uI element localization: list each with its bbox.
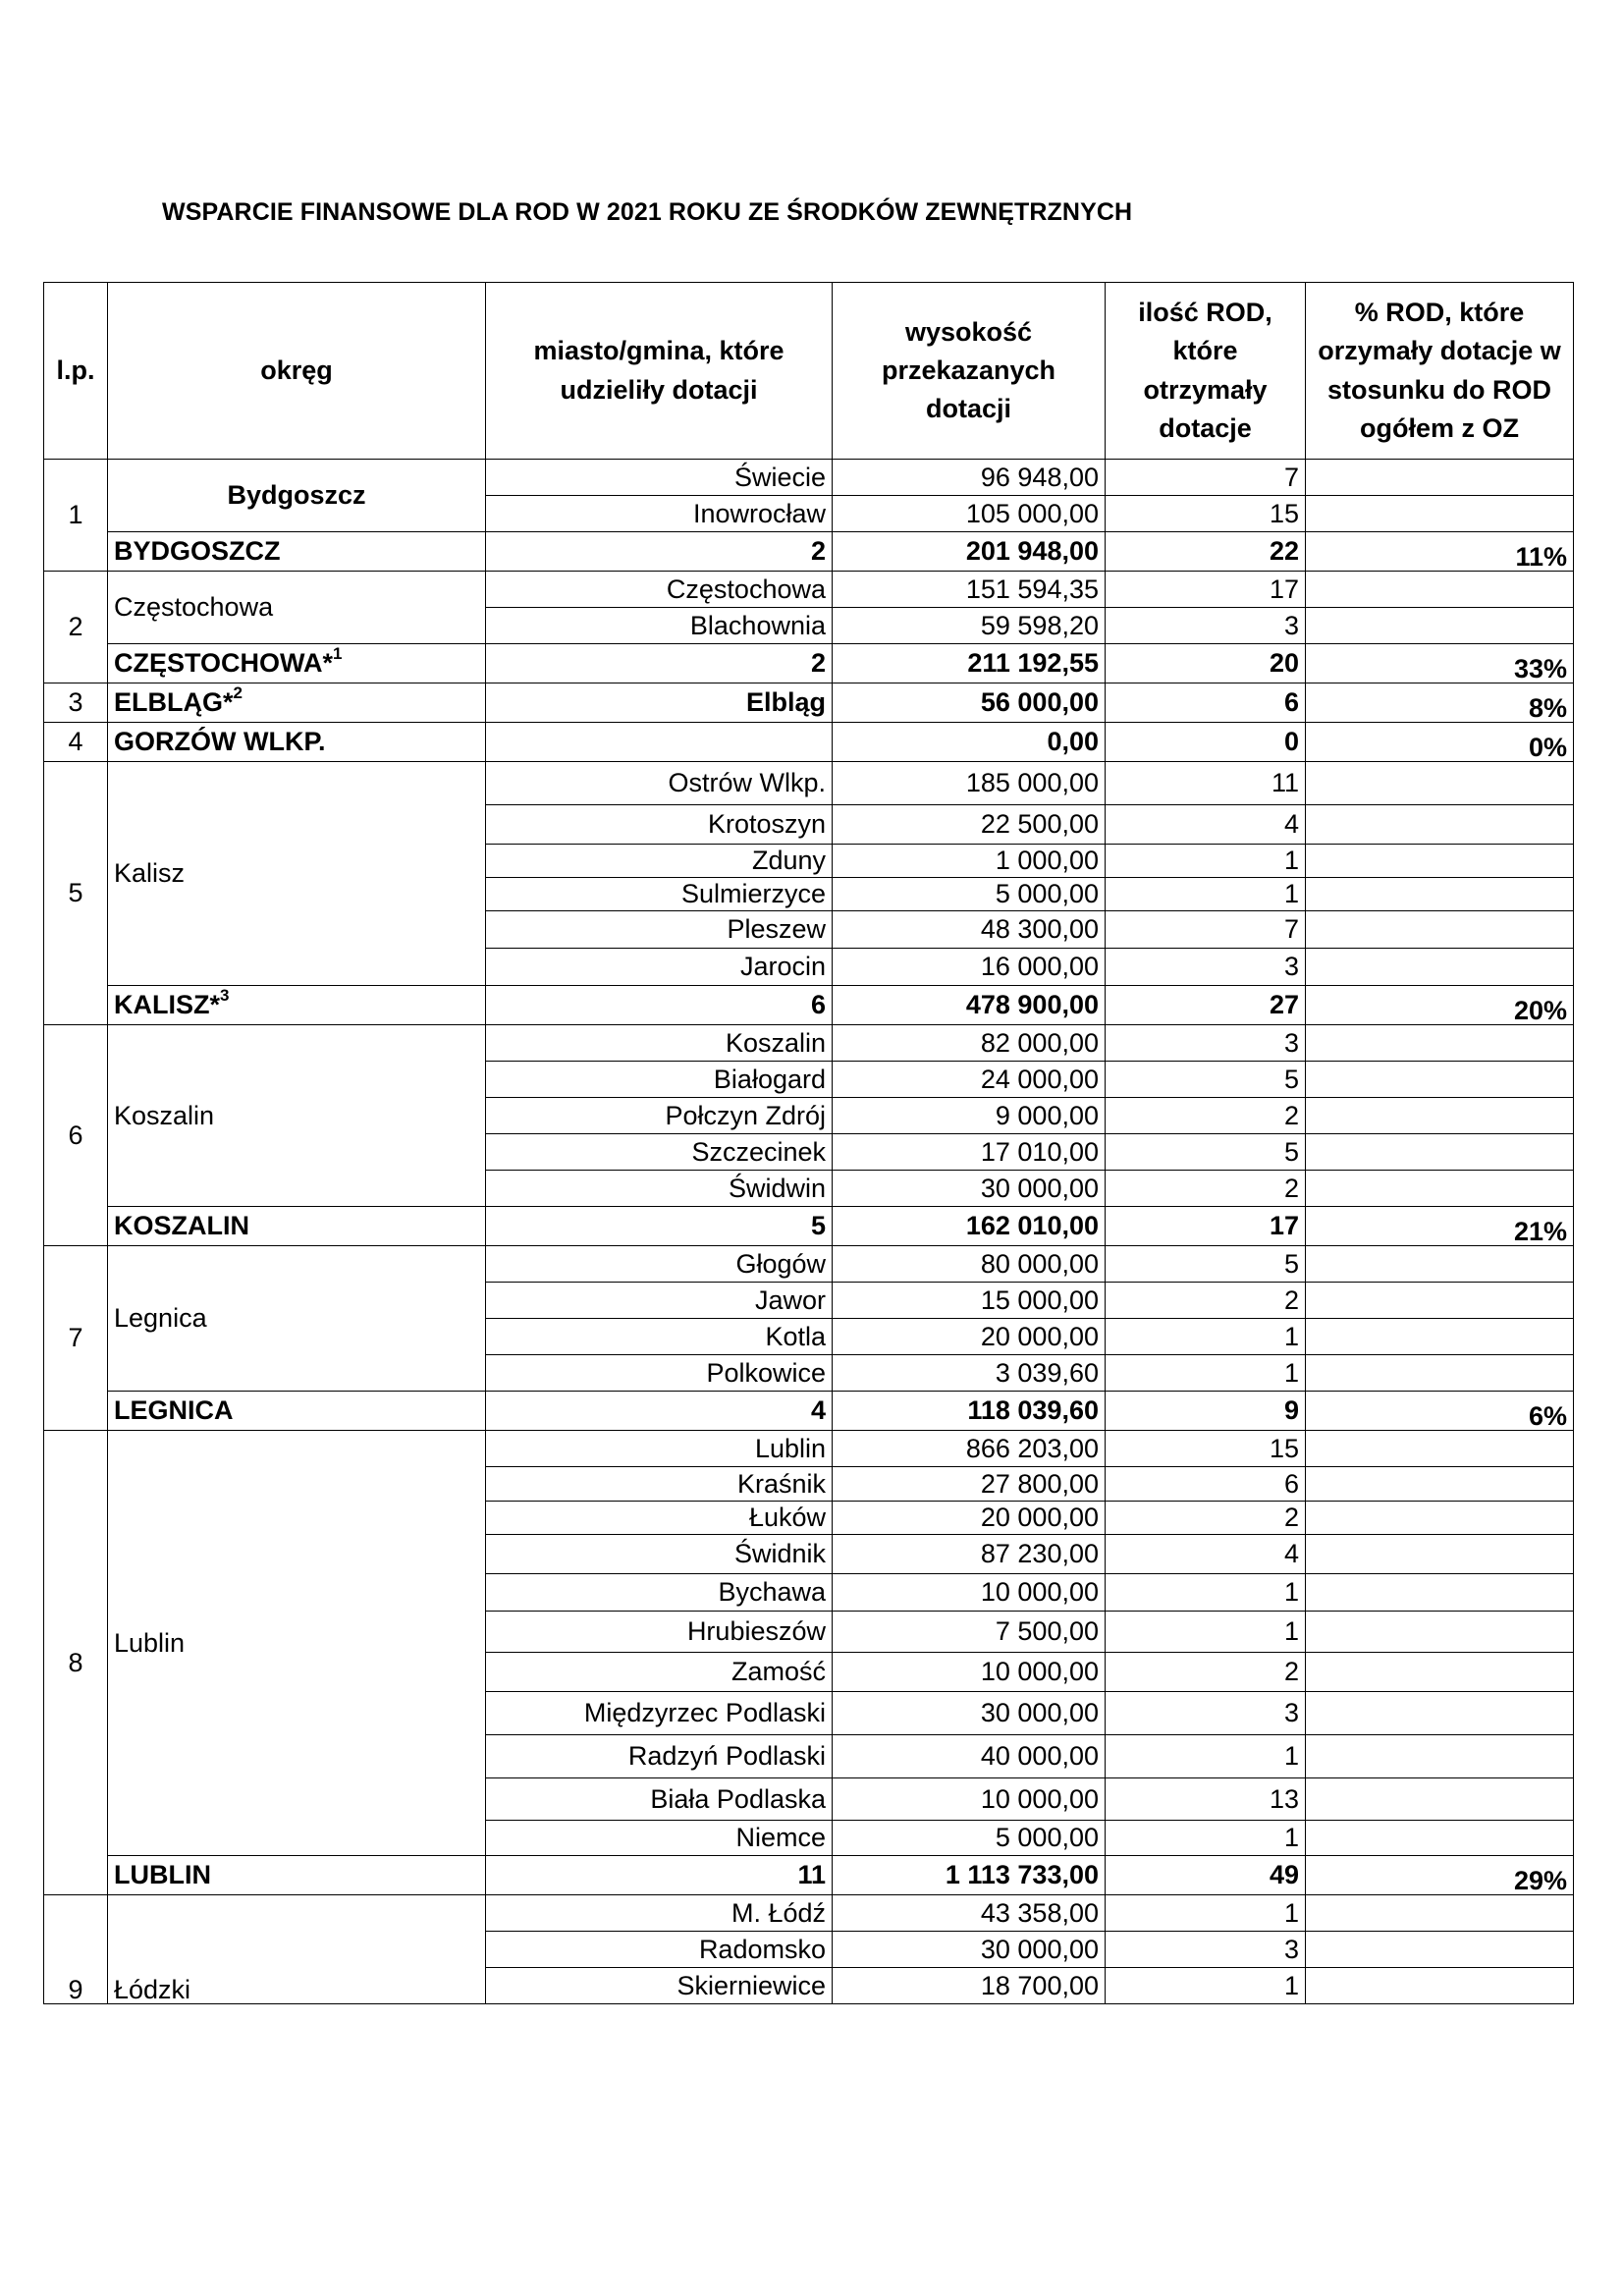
row-lp: 4 <box>44 723 108 762</box>
rod-count-cell: 3 <box>1106 1932 1306 1968</box>
rod-count-cell: 3 <box>1106 1692 1306 1735</box>
amount-cell: 24 000,00 <box>833 1062 1106 1098</box>
city-cell: M. Łódź <box>486 1895 833 1932</box>
table-row <box>44 683 1574 723</box>
city-cell: Niemce <box>486 1821 833 1856</box>
okreg-total-label: KOSZALIN <box>114 1211 249 1241</box>
okreg-total-label: ELBLĄG* <box>114 687 234 718</box>
rod-count-cell: 1 <box>1106 1319 1306 1355</box>
percent-cell: 8% <box>1306 683 1574 723</box>
percent-cell <box>1306 1735 1574 1778</box>
percent-cell <box>1306 1778 1574 1821</box>
amount-cell: 20 000,00 <box>833 1319 1106 1355</box>
okreg-name: Kalisz <box>108 762 486 986</box>
row-lp: 8 <box>44 1431 108 1895</box>
percent-cell <box>1306 1431 1574 1467</box>
header-procent: % ROD, które orzymały dotacje w stosunku do ROD ogółem z OZ <box>1306 283 1574 460</box>
percent-cell: 20% <box>1306 986 1574 1025</box>
amount-cell: 16 000,00 <box>833 949 1106 986</box>
table-row-total <box>44 1856 1574 1895</box>
okreg-total-name <box>108 532 486 572</box>
percent-cell <box>1306 1467 1574 1502</box>
rod-count-cell: 2 <box>1106 1098 1306 1134</box>
rod-count-cell: 7 <box>1106 911 1306 949</box>
percent-cell <box>1306 496 1574 532</box>
rod-count-cell: 1 <box>1106 1355 1306 1392</box>
amount-cell: 59 598,20 <box>833 608 1106 644</box>
rod-total-cell: 27 <box>1106 986 1306 1025</box>
table-row-total <box>44 1392 1574 1431</box>
rod-count-cell: 3 <box>1106 949 1306 986</box>
okreg-name: Koszalin <box>108 1025 486 1207</box>
table-row <box>44 723 1574 762</box>
header-miasto: miasto/gmina, które udzieliły dotacji <box>486 283 833 460</box>
city-count-cell: 5 <box>486 1207 833 1246</box>
amount-cell: 87 230,00 <box>833 1535 1106 1574</box>
city-count-cell: 6 <box>486 986 833 1025</box>
amount-cell: 10 000,00 <box>833 1653 1106 1692</box>
percent-cell: 33% <box>1306 644 1574 683</box>
rod-count-cell: 1 <box>1106 845 1306 878</box>
percent-cell <box>1306 1355 1574 1392</box>
okreg-total-name <box>108 986 486 1025</box>
percent-cell: 21% <box>1306 1207 1574 1246</box>
rod-count-cell: 1 <box>1106 1821 1306 1856</box>
amount-cell: 17 010,00 <box>833 1134 1106 1171</box>
city-count-cell: 2 <box>486 644 833 683</box>
header-lp: l.p. <box>44 283 108 460</box>
amount-cell: 5 000,00 <box>833 1821 1106 1856</box>
percent-cell <box>1306 608 1574 644</box>
percent-cell <box>1306 762 1574 805</box>
okreg-name: Legnica <box>108 1246 486 1392</box>
city-cell: Inowrocław <box>486 496 833 532</box>
percent-cell <box>1306 1098 1574 1134</box>
city-cell: Świecie <box>486 460 833 496</box>
city-cell: Świdwin <box>486 1171 833 1207</box>
okreg-total-label: LUBLIN <box>114 1860 211 1890</box>
rod-count-cell: 2 <box>1106 1171 1306 1207</box>
city-cell: Częstochowa <box>486 572 833 608</box>
city-cell: Biała Podlaska <box>486 1778 833 1821</box>
amount-cell: 82 000,00 <box>833 1025 1106 1062</box>
city-cell: Lublin <box>486 1431 833 1467</box>
percent-cell <box>1306 911 1574 949</box>
amount-cell: 185 000,00 <box>833 762 1106 805</box>
amount-cell: 43 358,00 <box>833 1895 1106 1932</box>
rod-count-cell: 5 <box>1106 1246 1306 1283</box>
percent-cell: 29% <box>1306 1856 1574 1895</box>
okreg-total-name <box>108 1856 486 1895</box>
rod-count-cell: 1 <box>1106 1895 1306 1932</box>
amount-cell: 3 039,60 <box>833 1355 1106 1392</box>
footnote-marker: 1 <box>333 644 343 664</box>
rod-count-cell: 7 <box>1106 460 1306 496</box>
table-row-total <box>44 532 1574 572</box>
city-cell: Jarocin <box>486 949 833 986</box>
rod-count-cell: 2 <box>1106 1653 1306 1692</box>
city-cell: Bychawa <box>486 1574 833 1612</box>
row-lp: 1 <box>44 460 108 572</box>
row-lp: 7 <box>44 1246 108 1431</box>
percent-cell <box>1306 1025 1574 1062</box>
city-count-cell: 4 <box>486 1392 833 1431</box>
rod-count-cell: 1 <box>1106 1968 1306 2004</box>
okreg-total-name <box>108 644 486 683</box>
amount-cell: 5 000,00 <box>833 878 1106 911</box>
amount-cell: 10 000,00 <box>833 1574 1106 1612</box>
amount-cell: 1 000,00 <box>833 845 1106 878</box>
table-row <box>44 460 1574 496</box>
rod-count-cell: 1 <box>1106 1574 1306 1612</box>
amount-cell: 105 000,00 <box>833 496 1106 532</box>
okreg-total-label: CZĘSTOCHOWA* <box>114 648 334 679</box>
okreg-total-label: BYDGOSZCZ <box>114 536 281 567</box>
city-cell: Łuków <box>486 1502 833 1535</box>
document-title: WSPARCIE FINANSOWE DLA ROD W 2021 ROKU ZE ŚRODKÓW ZEWNĘTRZNYCH <box>162 198 1133 226</box>
percent-cell: 6% <box>1306 1392 1574 1431</box>
table-row <box>44 1025 1574 1062</box>
okreg-total-label: KALISZ* <box>114 990 220 1020</box>
rod-count-cell: 6 <box>1106 1467 1306 1502</box>
okreg-total-name <box>108 723 486 762</box>
amount-cell: 80 000,00 <box>833 1246 1106 1283</box>
percent-cell <box>1306 1692 1574 1735</box>
percent-cell <box>1306 1502 1574 1535</box>
percent-cell <box>1306 1968 1574 2004</box>
rod-total-cell: 20 <box>1106 644 1306 683</box>
percent-cell <box>1306 1134 1574 1171</box>
amount-cell: 30 000,00 <box>833 1932 1106 1968</box>
percent-cell <box>1306 1246 1574 1283</box>
table-header-row <box>44 283 1574 460</box>
amount-cell: 9 000,00 <box>833 1098 1106 1134</box>
city-cell: Zamość <box>486 1653 833 1692</box>
percent-cell <box>1306 1612 1574 1653</box>
table-row <box>44 1895 1574 1932</box>
rod-count-cell: 11 <box>1106 762 1306 805</box>
rod-count-cell: 1 <box>1106 878 1306 911</box>
row-lp: 2 <box>44 572 108 683</box>
amount-cell: 0,00 <box>833 723 1106 762</box>
table-row-total <box>44 986 1574 1025</box>
city-cell: Radzyń Podlaski <box>486 1735 833 1778</box>
rod-count-cell: 13 <box>1106 1778 1306 1821</box>
city-cell: Świdnik <box>486 1535 833 1574</box>
city-cell: Międzyrzec Podlaski <box>486 1692 833 1735</box>
footnote-marker: 2 <box>233 683 243 703</box>
city-count-cell: 2 <box>486 532 833 572</box>
table-row <box>44 762 1574 805</box>
rod-count-cell: 2 <box>1106 1502 1306 1535</box>
amount-total-cell: 201 948,00 <box>833 532 1106 572</box>
okreg-name: Łódzki <box>108 1895 486 2004</box>
table-row <box>44 1246 1574 1283</box>
amount-cell: 18 700,00 <box>833 1968 1106 2004</box>
rod-count-cell: 15 <box>1106 1431 1306 1467</box>
percent-cell <box>1306 1574 1574 1612</box>
rod-count-cell: 3 <box>1106 608 1306 644</box>
percent-cell <box>1306 845 1574 878</box>
okreg-total-label: GORZÓW WLKP. <box>114 727 326 757</box>
rod-total-cell: 17 <box>1106 1207 1306 1246</box>
percent-cell <box>1306 1932 1574 1968</box>
okreg-name: Lublin <box>108 1431 486 1856</box>
amount-cell: 15 000,00 <box>833 1283 1106 1319</box>
amount-total-cell: 478 900,00 <box>833 986 1106 1025</box>
header-ilosc: ilość ROD, które otrzymały dotacje <box>1106 283 1306 460</box>
okreg-total-name <box>108 1392 486 1431</box>
row-lp: 5 <box>44 762 108 1025</box>
amount-total-cell: 211 192,55 <box>833 644 1106 683</box>
percent-cell <box>1306 1535 1574 1574</box>
city-cell: Sulmierzyce <box>486 878 833 911</box>
amount-total-cell: 118 039,60 <box>833 1392 1106 1431</box>
rod-count-cell: 4 <box>1106 1535 1306 1574</box>
city-cell: Ostrów Wlkp. <box>486 762 833 805</box>
rod-count-cell: 5 <box>1106 1134 1306 1171</box>
city-cell: Zduny <box>486 845 833 878</box>
okreg-total-name <box>108 683 486 723</box>
okreg-total-name <box>108 1207 486 1246</box>
amount-cell: 866 203,00 <box>833 1431 1106 1467</box>
city-cell: Kraśnik <box>486 1467 833 1502</box>
row-lp: 3 <box>44 683 108 723</box>
footnote-marker: 3 <box>220 986 230 1006</box>
percent-cell <box>1306 460 1574 496</box>
rod-count-cell: 1 <box>1106 1735 1306 1778</box>
rod-count-cell: 6 <box>1106 683 1306 723</box>
amount-cell: 7 500,00 <box>833 1612 1106 1653</box>
table-row <box>44 572 1574 608</box>
percent-cell <box>1306 1319 1574 1355</box>
rod-total-cell: 9 <box>1106 1392 1306 1431</box>
city-cell: Pleszew <box>486 911 833 949</box>
percent-cell <box>1306 1062 1574 1098</box>
city-cell: Elbląg <box>486 683 833 723</box>
percent-cell: 11% <box>1306 532 1574 572</box>
amount-cell: 10 000,00 <box>833 1778 1106 1821</box>
okreg-name: Bydgoszcz <box>108 460 486 532</box>
table-row-total <box>44 1207 1574 1246</box>
city-cell: Skierniewice <box>486 1968 833 2004</box>
percent-cell <box>1306 949 1574 986</box>
percent-cell <box>1306 1821 1574 1856</box>
row-lp: 6 <box>44 1025 108 1246</box>
amount-cell: 56 000,00 <box>833 683 1106 723</box>
city-cell: Jawor <box>486 1283 833 1319</box>
rod-count-cell: 4 <box>1106 805 1306 845</box>
subsidy-table <box>43 282 1574 2004</box>
rod-count-cell: 2 <box>1106 1283 1306 1319</box>
percent-cell <box>1306 572 1574 608</box>
percent-cell <box>1306 805 1574 845</box>
header-wysokosc: wysokość przekazanych dotacji <box>833 283 1106 460</box>
amount-cell: 48 300,00 <box>833 911 1106 949</box>
rod-count-cell: 17 <box>1106 572 1306 608</box>
percent-cell <box>1306 1171 1574 1207</box>
city-cell: Radomsko <box>486 1932 833 1968</box>
city-cell: Koszalin <box>486 1025 833 1062</box>
city-count-cell: 11 <box>486 1856 833 1895</box>
amount-cell: 40 000,00 <box>833 1735 1106 1778</box>
city-cell: Krotoszyn <box>486 805 833 845</box>
rod-count-cell: 1 <box>1106 1612 1306 1653</box>
city-cell: Białogard <box>486 1062 833 1098</box>
header-okreg: okręg <box>108 283 486 460</box>
city-cell: Polkowice <box>486 1355 833 1392</box>
city-cell: Szczecinek <box>486 1134 833 1171</box>
city-cell: Połczyn Zdrój <box>486 1098 833 1134</box>
table-row-total <box>44 644 1574 683</box>
okreg-name: Częstochowa <box>108 572 486 644</box>
city-cell: Blachownia <box>486 608 833 644</box>
percent-cell <box>1306 1653 1574 1692</box>
city-cell: Kotla <box>486 1319 833 1355</box>
amount-cell: 151 594,35 <box>833 572 1106 608</box>
amount-cell: 20 000,00 <box>833 1502 1106 1535</box>
amount-total-cell: 162 010,00 <box>833 1207 1106 1246</box>
rod-count-cell: 0 <box>1106 723 1306 762</box>
row-lp: 9 <box>44 1895 108 2004</box>
amount-cell: 30 000,00 <box>833 1692 1106 1735</box>
rod-count-cell: 15 <box>1106 496 1306 532</box>
table-row <box>44 1431 1574 1467</box>
rod-total-cell: 49 <box>1106 1856 1306 1895</box>
city-cell: Hrubieszów <box>486 1612 833 1653</box>
okreg-total-label: LEGNICA <box>114 1395 234 1426</box>
rod-count-cell: 3 <box>1106 1025 1306 1062</box>
percent-cell <box>1306 878 1574 911</box>
percent-cell <box>1306 1283 1574 1319</box>
amount-cell: 27 800,00 <box>833 1467 1106 1502</box>
amount-cell: 96 948,00 <box>833 460 1106 496</box>
percent-cell <box>1306 1895 1574 1932</box>
amount-cell: 30 000,00 <box>833 1171 1106 1207</box>
percent-cell: 0% <box>1306 723 1574 762</box>
amount-cell: 22 500,00 <box>833 805 1106 845</box>
rod-count-cell: 5 <box>1106 1062 1306 1098</box>
rod-total-cell: 22 <box>1106 532 1306 572</box>
city-cell: Głogów <box>486 1246 833 1283</box>
city-cell <box>486 723 833 762</box>
amount-total-cell: 1 113 733,00 <box>833 1856 1106 1895</box>
